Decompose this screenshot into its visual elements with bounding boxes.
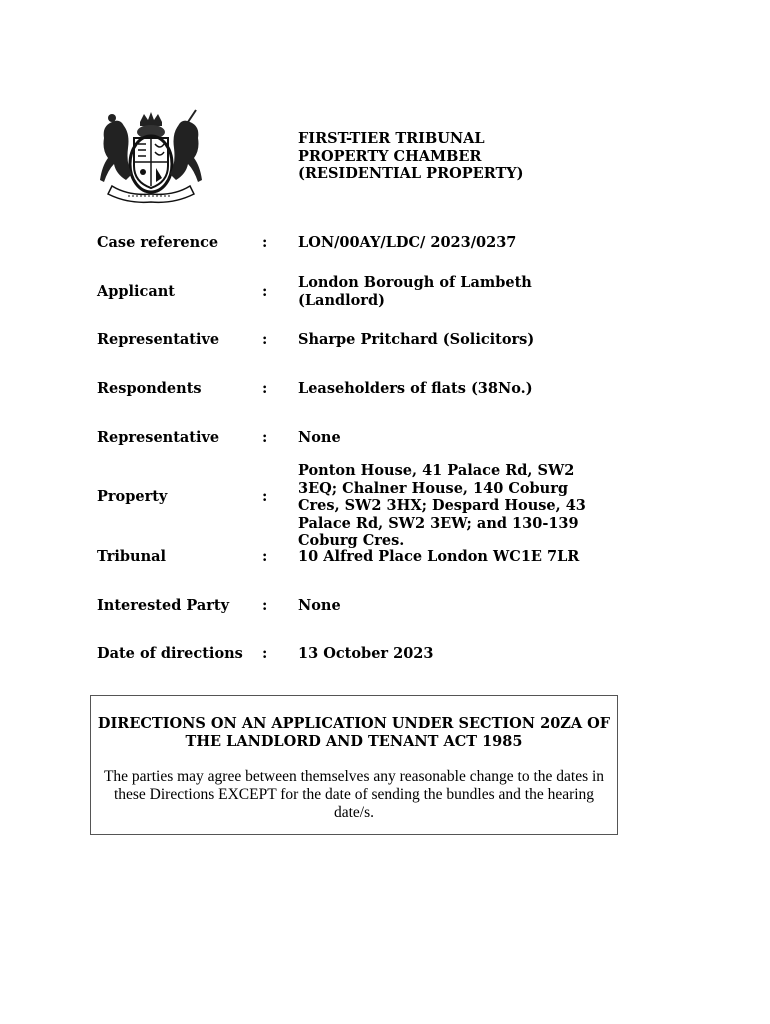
field-label: Property <box>97 488 168 505</box>
field-colon: : <box>262 488 268 505</box>
field-label: Respondents <box>97 380 202 397</box>
field-value: None <box>298 597 341 614</box>
field-label: Date of directions <box>97 645 243 662</box>
field-value: Ponton House, 41 Palace Rd, SW2 3EQ; Chalner House, 140 Coburg Cres, SW2 3HX; Despard House, 43 Palace Rd, SW2 3EW; and 130-139 Coburg Cres. <box>298 462 586 549</box>
field-label: Interested Party <box>97 597 230 614</box>
field-colon: : <box>262 645 268 662</box>
field-colon: : <box>262 283 268 300</box>
field-value: 13 October 2023 <box>298 645 434 662</box>
royal-coat-of-arms-icon <box>98 108 204 204</box>
field-colon: : <box>262 597 268 614</box>
field-value: LON/00AY/LDC/ 2023/0237 <box>298 234 517 251</box>
field-value: 10 Alfred Place London WC1E 7LR <box>298 548 580 565</box>
field-label: Tribunal <box>97 548 167 565</box>
field-colon: : <box>262 429 268 446</box>
field-colon: : <box>262 331 268 348</box>
header-line-2: PROPERTY CHAMBER <box>298 147 482 165</box>
field-colon: : <box>262 380 268 397</box>
header-line-1: FIRST-TIER TRIBUNAL <box>298 130 485 147</box>
field-label: Case reference <box>97 234 219 251</box>
header-line-3: (RESIDENTIAL PROPERTY) <box>298 165 524 182</box>
field-value: Leaseholders of flats (38No.) <box>298 380 533 397</box>
directions-notice-box <box>90 695 618 835</box>
field-colon: : <box>262 234 268 251</box>
field-colon: : <box>262 548 268 565</box>
field-value: Sharpe Pritchard (Solicitors) <box>298 331 535 348</box>
notice-body: The parties may agree between themselves any reasonable change to the dates in these Directions EXCEPT for the date of sending the bundles and the hearing date/s. <box>103 768 605 821</box>
field-label: Applicant <box>97 283 176 300</box>
field-value: London Borough of Lambeth (Landlord) <box>298 274 532 309</box>
field-label: Representative <box>97 331 220 348</box>
tribunal-header <box>298 130 524 183</box>
field-label: Representative <box>97 429 220 446</box>
notice-title: DIRECTIONS ON AN APPLICATION UNDER SECTION 20ZA OF THE LANDLORD AND TENANT ACT 1985 <box>97 715 611 750</box>
field-value: None <box>298 429 341 446</box>
